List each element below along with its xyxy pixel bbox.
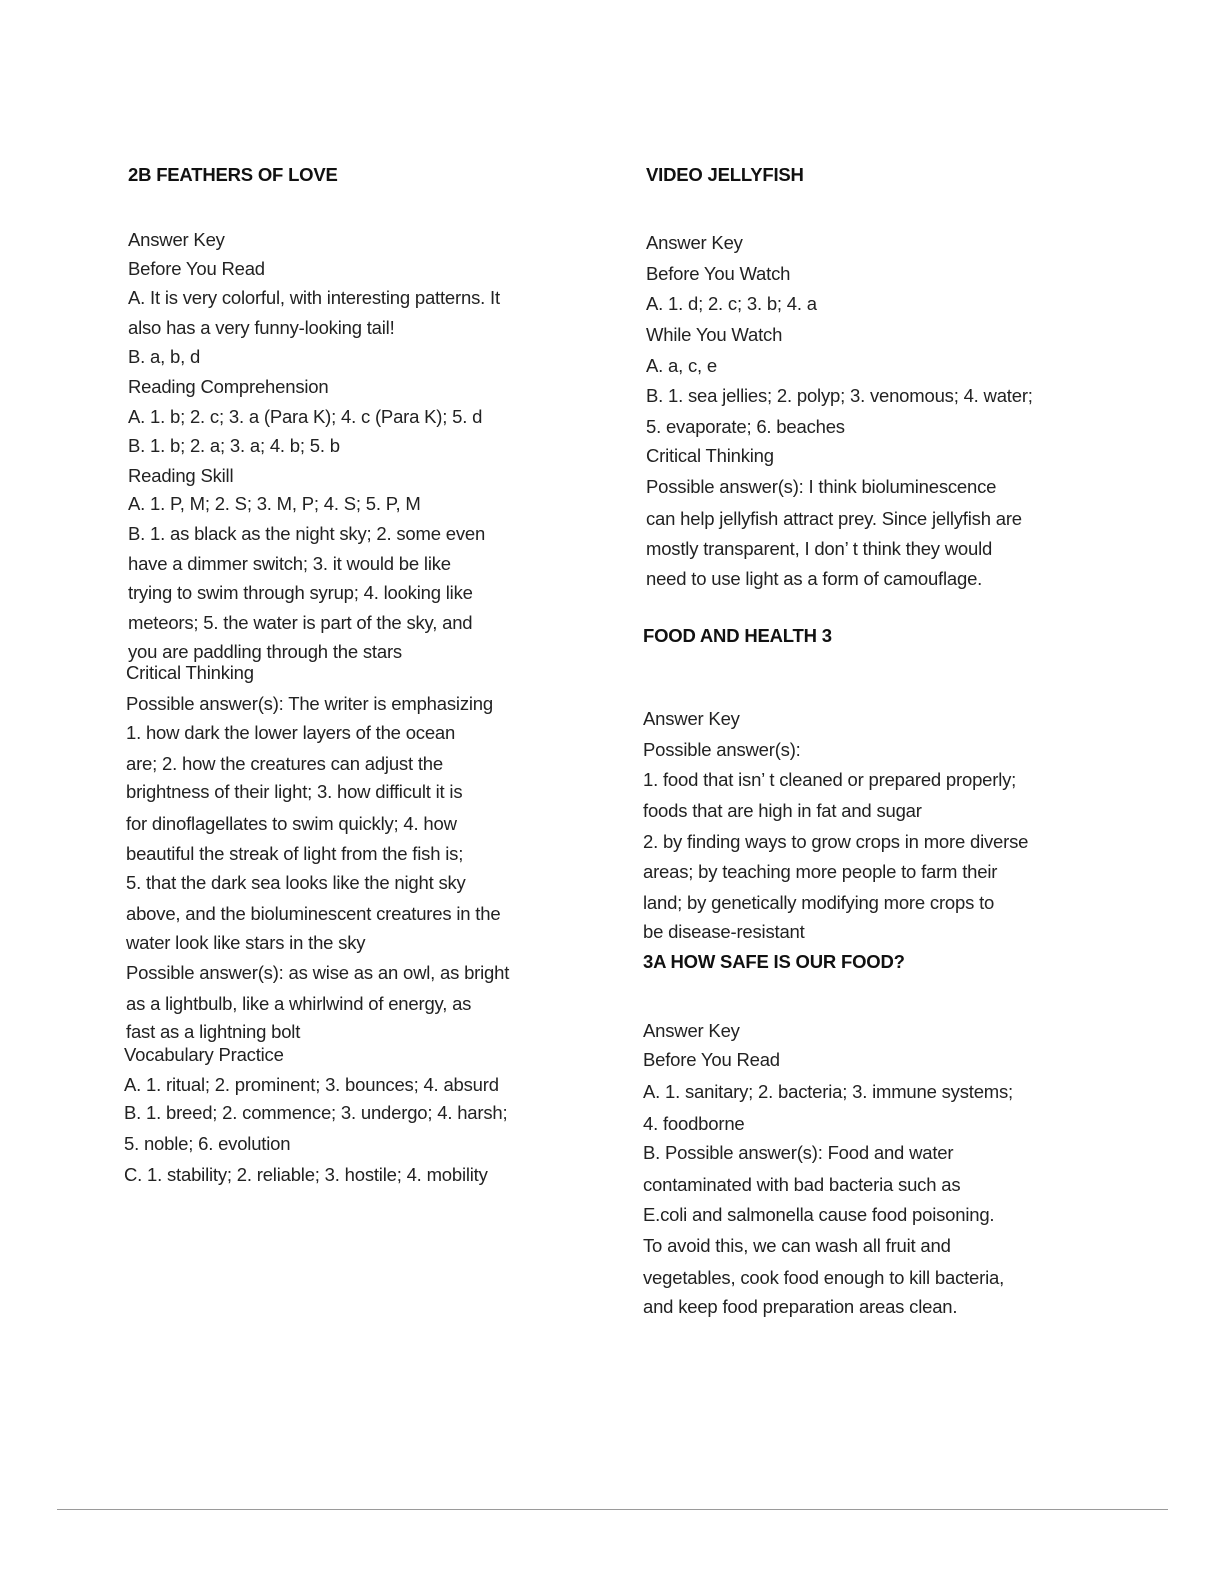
text-line: 1. food that isn’ t cleaned or prepared properly; <box>643 769 1017 790</box>
text-line: be disease-resistant <box>643 921 805 942</box>
text-line: Before You Read <box>128 258 265 279</box>
text-line: Answer Key <box>643 708 740 729</box>
text-line: have a dimmer switch; 3. it would be like <box>128 553 451 574</box>
text-line: B. 1. breed; 2. commence; 3. undergo; 4. harsh; <box>124 1102 508 1123</box>
text-line: B. 1. b; 2. a; 3. a; 4. b; 5. b <box>128 435 340 456</box>
text-line: as a lightbulb, like a whirlwind of energy, as <box>126 993 472 1014</box>
text-line: Critical Thinking <box>126 662 254 683</box>
text-line: 2. by finding ways to grow crops in more diverse <box>643 831 1029 852</box>
text-line: for dinoflagellates to swim quickly; 4. how <box>126 813 457 834</box>
text-line: A. 1. ritual; 2. prominent; 3. bounces; 4. absurd <box>124 1074 499 1095</box>
text-line: fast as a lightning bolt <box>126 1021 301 1042</box>
text-line: contaminated with bad bacteria such as <box>643 1174 961 1195</box>
text-line: A. 1. P, M; 2. S; 3. M, P; 4. S; 5. P, M <box>128 493 421 514</box>
text-line: foods that are high in fat and sugar <box>643 800 922 821</box>
text-line: Reading Comprehension <box>128 376 329 397</box>
text-line: A. It is very colorful, with interesting patterns. It <box>128 287 500 308</box>
text-line: A. 1. b; 2. c; 3. a (Para K); 4. c (Para K); 5. d <box>128 406 483 427</box>
text-line: land; by genetically modifying more crops to <box>643 892 995 913</box>
text-line: Critical Thinking <box>646 445 774 466</box>
text-line: 4. foodborne <box>643 1113 745 1134</box>
text-line: also has a very funny-looking tail! <box>128 317 395 338</box>
text-line: C. 1. stability; 2. reliable; 3. hostile; 4. mobility <box>124 1164 488 1185</box>
text-line: beautiful the streak of light from the fish is; <box>126 843 464 864</box>
footer-divider <box>57 1509 1168 1510</box>
text-line: Possible answer(s): <box>643 739 801 760</box>
text-line: Answer Key <box>643 1020 740 1041</box>
text-line: 5. noble; 6. evolution <box>124 1133 291 1154</box>
text-line: meteors; 5. the water is part of the sky, and <box>128 612 473 633</box>
text-line: A. 1. sanitary; 2. bacteria; 3. immune systems; <box>643 1081 1013 1102</box>
text-line: 1. how dark the lower layers of the ocean <box>126 722 456 743</box>
text-line: Answer Key <box>646 232 743 253</box>
text-line: B. 1. sea jellies; 2. polyp; 3. venomous; 4. water; <box>646 385 1033 406</box>
text-line: Answer Key <box>128 229 225 250</box>
text-line: above, and the bioluminescent creatures in the <box>126 903 501 924</box>
text-line: Before You Watch <box>646 263 791 284</box>
section-title-food-and-health: FOOD AND HEALTH 3 <box>643 625 832 646</box>
text-line: A. 1. d; 2. c; 3. b; 4. a <box>646 293 817 314</box>
text-line: water look like stars in the sky <box>126 932 366 953</box>
text-line: vegetables, cook food enough to kill bacteria, <box>643 1267 1005 1288</box>
text-line: and keep food preparation areas clean. <box>643 1296 958 1317</box>
right-column <box>600 0 1225 1585</box>
text-line: Vocabulary Practice <box>124 1044 284 1065</box>
text-line: can help jellyfish attract prey. Since jellyfish are <box>646 508 1022 529</box>
section-title-how-safe-is-our-food: 3A HOW SAFE IS OUR FOOD? <box>643 951 905 972</box>
text-line: Reading Skill <box>128 465 234 486</box>
text-line: are; 2. how the creatures can adjust the <box>126 753 443 774</box>
text-line: Before You Read <box>643 1049 780 1070</box>
text-line: To avoid this, we can wash all fruit and <box>643 1235 951 1256</box>
text-line: brightness of their light; 3. how difficult it is <box>126 781 463 802</box>
text-line: B. Possible answer(s): Food and water <box>643 1142 954 1163</box>
text-line: need to use light as a form of camouflage. <box>646 568 983 589</box>
text-line: Possible answer(s): as wise as an owl, as bright <box>126 962 510 983</box>
text-line: B. a, b, d <box>128 346 201 367</box>
text-line: Possible answer(s): The writer is emphasizing <box>126 693 493 714</box>
text-line: 5. that the dark sea looks like the night sky <box>126 872 466 893</box>
text-line: you are paddling through the stars <box>128 641 402 662</box>
text-line: B. 1. as black as the night sky; 2. some even <box>128 523 486 544</box>
text-line: While You Watch <box>646 324 783 345</box>
text-line: areas; by teaching more people to farm their <box>643 861 998 882</box>
section-title-video-jellyfish: VIDEO JELLYFISH <box>646 164 804 185</box>
text-line: trying to swim through syrup; 4. looking like <box>128 582 473 603</box>
text-line: mostly transparent, I don’ t think they would <box>646 538 993 559</box>
text-line: Possible answer(s): I think bioluminescence <box>646 476 997 497</box>
text-line: A. a, c, e <box>646 355 718 376</box>
left-column <box>0 0 600 1585</box>
text-line: 5. evaporate; 6. beaches <box>646 416 845 437</box>
section-title-feathers-of-love: 2B FEATHERS OF LOVE <box>128 164 338 185</box>
text-line: E.coli and salmonella cause food poisoning. <box>643 1204 995 1225</box>
